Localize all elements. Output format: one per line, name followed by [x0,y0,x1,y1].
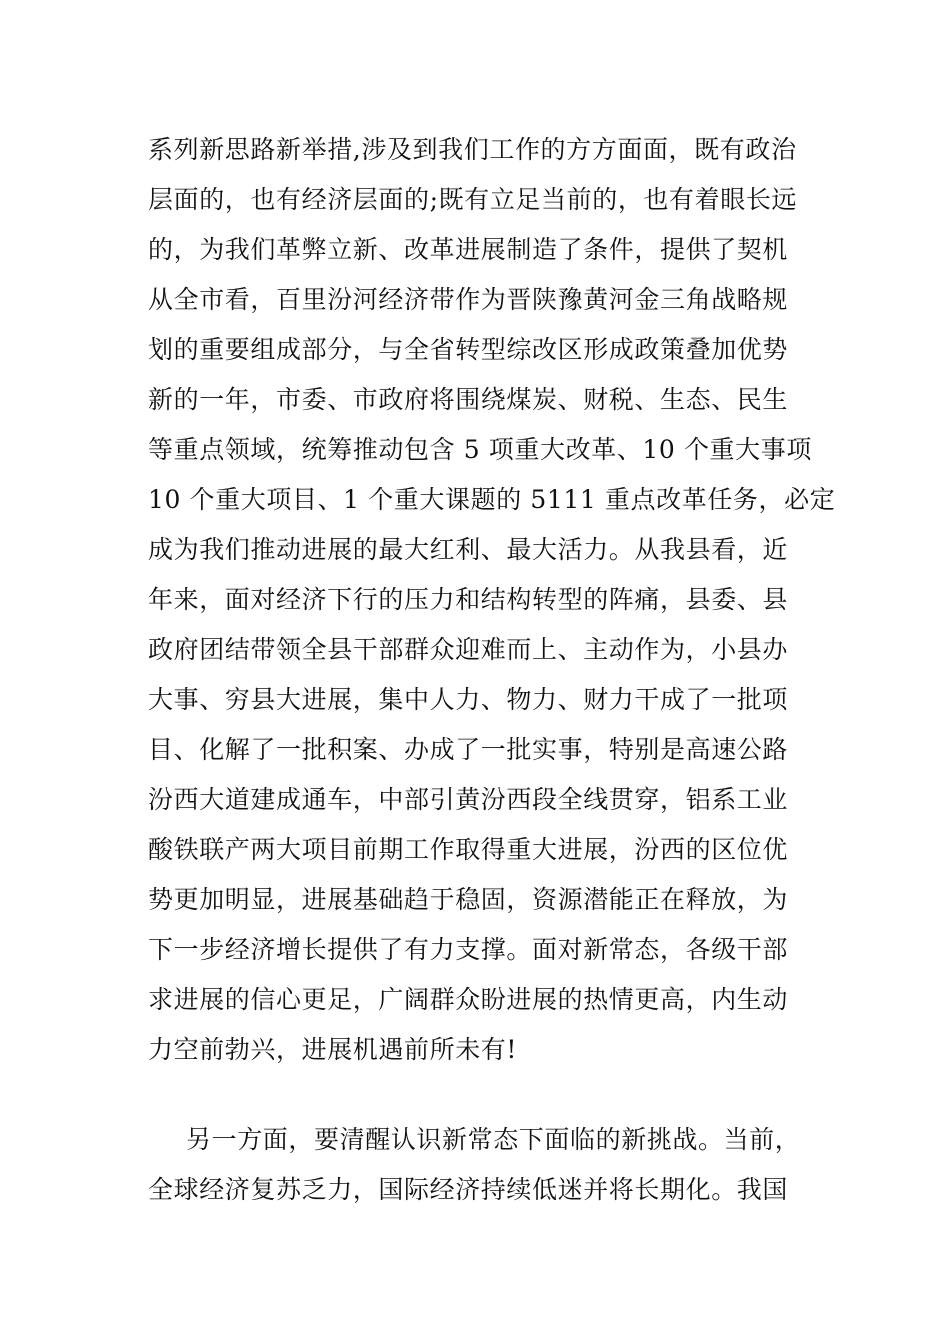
text-line: 层面的，也有经济层面的;既有立足当前的，也有着眼长远 [148,185,798,214]
text-line: 的，为我们革弊立新、改革进展制造了条件，提供了契机 [148,235,789,264]
text-line: 划的重要组成部分，与全省转型综改区形成政策叠加优势 [148,335,789,364]
text-line: 大事、穷县大进展，集中人力、物力、财力干成了一批项 [148,685,789,714]
text-line: 等重点领域，统筹推动包含 5 项重大改革、10 个重大事项 [148,435,812,464]
text-line: 10 个重大项目、1 个重大课题的 5111 重点改革任务，必定 [148,485,836,514]
text-line: 年来，面对经济下行的压力和结构转型的阵痛，县委、县 [148,585,789,614]
text-line: 系列新思路新举措,涉及到我们工作的方方面面，既有政治 [148,135,797,164]
text-line: 酸铁联产两大项目前期工作取得重大进展，汾西的区位优 [148,835,789,864]
text-line: 汾西大道建成通车，中部引黄汾西段全线贯穿，铝系工业 [148,785,789,814]
text-line: 求进展的信心更足，广阔群众盼进展的热情更高，内生动 [148,985,789,1014]
text-line: 势更加明显，进展基础趋于稳固，资源潜能正在释放，为 [148,885,789,914]
text-line: 成为我们推动进展的最大红利、最大活力。从我县看，近 [148,535,789,564]
text-line: 新的一年，市委、市政府将围绕煤炭、财税、生态、民生 [148,385,789,414]
text-line: 从全市看，百里汾河经济带作为晋陕豫黄河金三角战略规 [148,285,789,314]
text-line: 力空前勃兴，进展机遇前所未有! [148,1035,518,1064]
text-line: 目、化解了一批积案、办成了一批实事，特别是高速公路 [148,735,789,764]
text-line: 政府团结带领全县干部群众迎难而上、主动作为，小县办 [148,635,789,664]
text-line: 另一方面，要清醒认识新常态下面临的新挑战。当前， [186,1125,801,1154]
text-line: 全球经济复苏乏力，国际经济持续低迷并将长期化。我国 [148,1175,789,1204]
text-line: 下一步经济增长提供了有力支撑。面对新常态，各级干部 [148,935,789,964]
